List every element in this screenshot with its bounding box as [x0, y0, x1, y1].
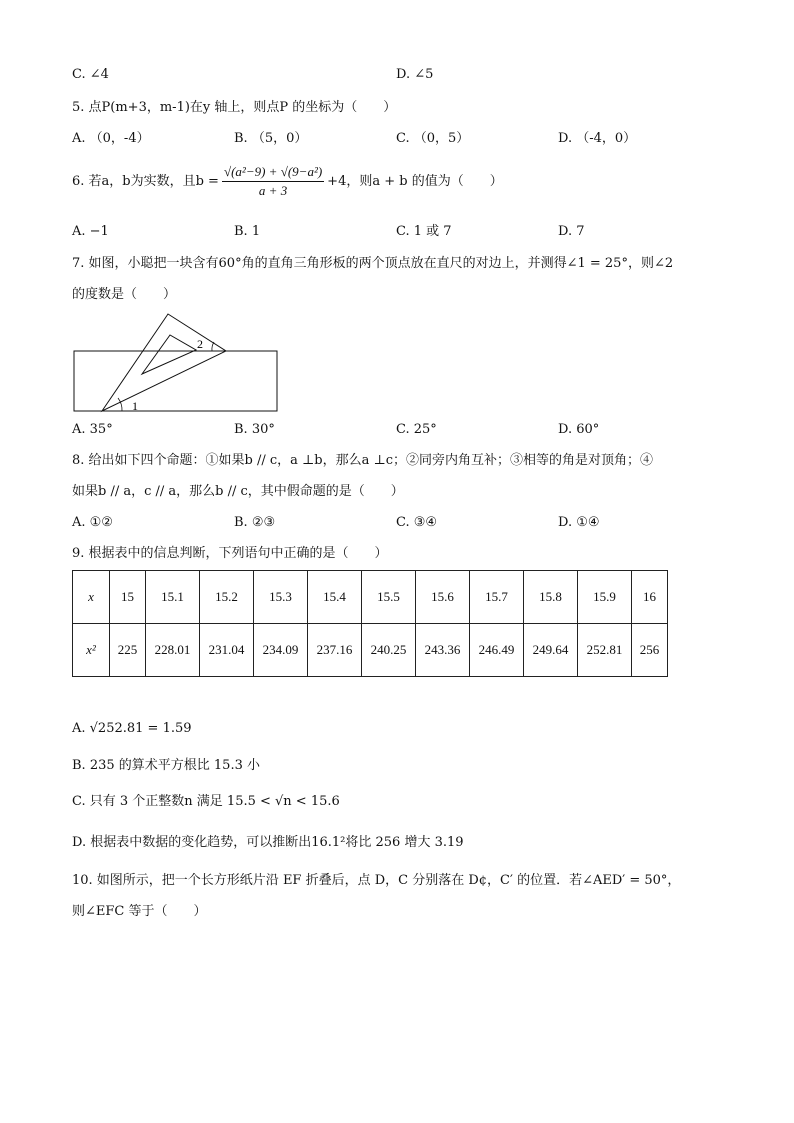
q6-option-a: A. −1	[72, 224, 109, 239]
q9-option-c: C. 只有 3 个正整数n 满足 15.5 < √n < 15.6	[72, 794, 340, 809]
q8-stem-line2: 如果b // a，c // a，那么b // c，其中假命题的是（ ）	[72, 484, 404, 499]
q7-option-c: C. 25°	[396, 422, 437, 437]
table-cell: 237.16	[308, 624, 362, 677]
q8-option-d: D. ①④	[558, 515, 600, 530]
q7-option-a: A. 35°	[72, 422, 113, 437]
table-cell: 231.04	[200, 624, 254, 677]
q4-option-c: C. ∠4	[72, 67, 109, 82]
q7-option-b: B. 30°	[234, 422, 275, 437]
q9-option-a: A. √252.81 = 1.59	[72, 721, 192, 736]
table-row	[73, 624, 668, 677]
q9-option-b: B. 235 的算术平方根比 15.3 小	[72, 758, 260, 773]
q10-stem-line2: 则∠EFC 等于（ ）	[72, 904, 207, 919]
q6-stem-suffix: +4，则a + b 的值为（ ）	[327, 173, 503, 189]
q6-numerator: √(a²−9) + √(9−a²)	[222, 163, 324, 182]
q8-stem-line1: 8. 给出如下四个命题：①如果b // c，a ⊥b，那么a ⊥c；②同旁内角互补；③相等的角是对顶角；④	[72, 453, 653, 468]
angle-2-label: 2	[197, 337, 203, 351]
q9-option-d: D. 根据表中数据的变化趋势，可以推断出16.1²将比 256 增大 3.19	[72, 835, 464, 850]
table-row-label: x²	[73, 624, 110, 677]
q6-option-b: B. 1	[234, 224, 261, 239]
ruler-rect	[74, 351, 277, 411]
table-cell: 15.6	[416, 571, 470, 624]
table-cell: 249.64	[524, 624, 578, 677]
table-cell: 234.09	[254, 624, 308, 677]
q8-option-c: C. ③④	[396, 515, 438, 530]
table-cell: 15.3	[254, 571, 308, 624]
angle-2-arc	[212, 342, 214, 351]
q6-stem-prefix: 6. 若a，b为实数，且b =	[72, 173, 219, 189]
q9-table	[72, 570, 668, 677]
table-cell: 16	[632, 571, 668, 624]
q7-figure	[72, 310, 282, 418]
table-cell: 15	[110, 571, 146, 624]
table-row-label: x	[73, 571, 110, 624]
table-cell: 240.25	[362, 624, 416, 677]
table-cell: 15.9	[578, 571, 632, 624]
table-cell: 256	[632, 624, 668, 677]
q6-option-d: D. 7	[558, 224, 585, 239]
q7-stem-line1: 7. 如图，小聪把一块含有60°角的直角三角形板的两个顶点放在直尺的对边上，并测得∠1 = 25°，则∠2	[72, 256, 674, 271]
angle-1-label: 1	[132, 399, 138, 413]
q5-option-d: D. （-4，0）	[558, 131, 637, 146]
table-cell: 15.1	[146, 571, 200, 624]
q4-option-d: D. ∠5	[396, 67, 434, 82]
q5-option-c: C. （0，5）	[396, 131, 470, 146]
table-cell: 15.8	[524, 571, 578, 624]
q6-denominator: a + 3	[258, 183, 288, 198]
q7-option-d: D. 60°	[558, 422, 600, 437]
q6-stem	[72, 163, 503, 200]
q10-stem-line1: 10. 如图所示，把一个长方形纸片沿 EF 折叠后，点 D，C 分别落在 D¢，C′ 的位置．若∠AED′ = 50°，	[72, 873, 681, 888]
table-cell: 225	[110, 624, 146, 677]
q5-option-b: B. （5，0）	[234, 131, 308, 146]
q8-option-a: A. ①②	[72, 515, 113, 530]
table-cell: 15.7	[470, 571, 524, 624]
triangle-outer	[102, 314, 226, 411]
table-cell: 228.01	[146, 624, 200, 677]
table-cell: 15.4	[308, 571, 362, 624]
table-cell: 15.5	[362, 571, 416, 624]
q7-stem-line2: 的度数是（ ）	[72, 287, 177, 302]
q9-stem: 9. 根据表中的信息判断，下列语句中正确的是（ ）	[72, 546, 388, 561]
table-cell: 246.49	[470, 624, 524, 677]
table-cell: 243.36	[416, 624, 470, 677]
q8-option-b: B. ②③	[234, 515, 276, 530]
q6-fraction	[222, 163, 324, 200]
table-cell: 15.2	[200, 571, 254, 624]
angle-1-arc	[118, 398, 122, 411]
table-row	[73, 571, 668, 624]
q5-stem: 5. 点P(m+3，m-1)在y 轴上，则点P 的坐标为（ ）	[72, 100, 397, 115]
q5-option-a: A. （0，-4）	[72, 131, 150, 146]
table-cell: 252.81	[578, 624, 632, 677]
q6-option-c: C. 1 或 7	[396, 224, 452, 239]
